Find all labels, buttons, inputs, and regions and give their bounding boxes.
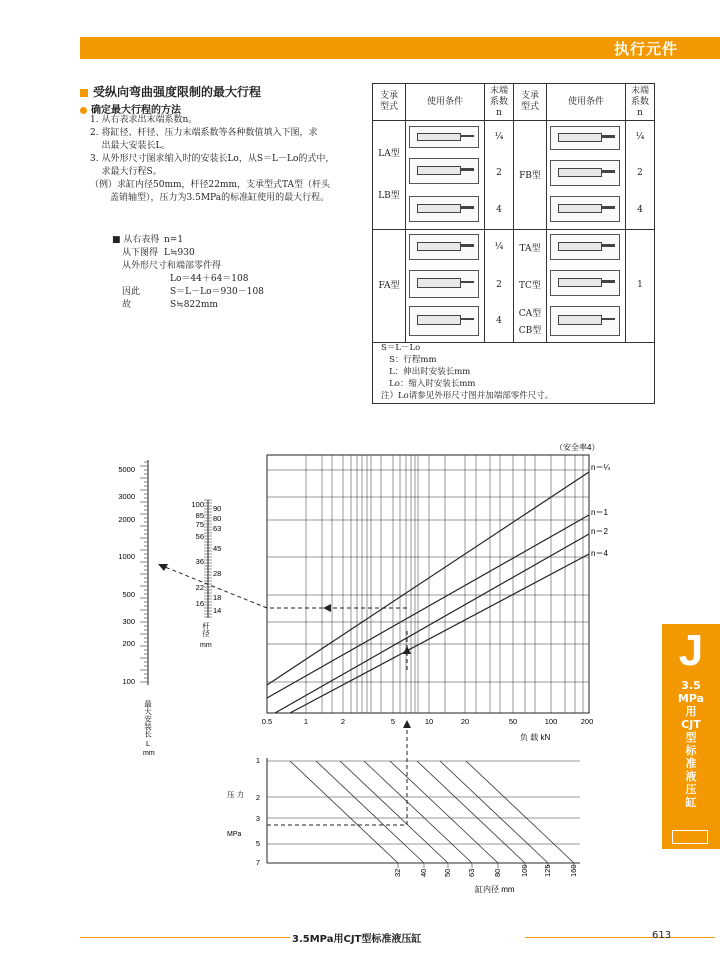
coef-value: 2 — [637, 168, 643, 178]
tick-label: 7 — [255, 858, 260, 867]
calculation-block: ■ 从右表得 n=1 从下图得 L≒930 从外形尺寸和端部零件得 Lo＝44＋64＝108 因此 S＝L－Lo＝930－108 故 S≒822mm — [112, 235, 264, 310]
coef-value: ¼ — [494, 242, 504, 252]
type-label-tc: TC型 — [519, 280, 541, 291]
diagram-la-3 — [409, 196, 479, 222]
tick-label: 100 — [544, 717, 558, 726]
divider — [546, 84, 547, 342]
coef-value: 2 — [496, 168, 502, 178]
type-label-ca: CA型 — [518, 308, 542, 319]
rod-axis-unit: mm — [200, 642, 212, 649]
length-tick-labels — [118, 465, 135, 686]
dot-bullet-icon — [80, 107, 87, 114]
step-line: 出最大安装长L。 — [90, 141, 171, 151]
n-line-4 — [290, 554, 589, 713]
length-ticks — [140, 462, 148, 682]
step-line: 1. 从右表求出末端系数n。 — [90, 115, 198, 125]
tick-label: 36 — [195, 557, 204, 566]
length-axis-unit: mm — [143, 750, 155, 757]
coef-value: 4 — [496, 205, 502, 215]
n-line-quarter — [267, 472, 589, 685]
footer-rule — [80, 937, 290, 938]
section-subtitle: 确定最大行程的方法 — [80, 101, 181, 116]
type-label-ta: TA型 — [519, 243, 541, 254]
n-label: n＝2 — [591, 527, 608, 536]
pressure-axis-unit: MPa — [227, 831, 242, 838]
chapter-tab — [662, 624, 720, 849]
tick-label: 3 — [255, 814, 260, 823]
diagram-fa-2 — [409, 270, 479, 298]
footer-title: 3.5MPa用CJT型标准液压缸 — [292, 934, 422, 945]
header-coef-2: 末端 系数 n — [626, 84, 654, 121]
pressure-axis-label: 压 力 — [227, 790, 245, 799]
tick-label: 90 — [213, 504, 222, 513]
tick-label: 50 — [443, 868, 452, 877]
load-axis-label: 负 载 kN — [520, 733, 551, 742]
footer-rule — [525, 937, 715, 938]
tick-label: 85 — [195, 511, 204, 520]
header-type-2: 支承 型式 — [514, 84, 546, 121]
pressure-grid — [267, 761, 580, 868]
stroke-nomogram — [80, 440, 720, 900]
diagram-fb-3 — [550, 196, 620, 222]
bore-line — [316, 761, 424, 863]
n-label: n＝4 — [591, 549, 608, 558]
tick-label: 100 — [520, 864, 529, 877]
header-title: 执行元件 — [613, 40, 678, 58]
step-line: 求最大行程S。 — [90, 167, 162, 177]
chapter-letter: J — [678, 626, 704, 675]
tick-label: 100 — [191, 500, 204, 509]
coef-value: 4 — [496, 316, 502, 326]
page-number: 613 — [652, 930, 672, 941]
diagram-la-1 — [409, 126, 479, 148]
tick-label: 80 — [493, 868, 502, 877]
cylinder-icon — [672, 830, 708, 844]
section-title: 受纵向弯曲强度限制的最大行程 — [80, 83, 261, 100]
diagram-tc — [550, 270, 620, 296]
tick-label: 63 — [213, 524, 222, 533]
tick-label: 5000 — [118, 465, 135, 474]
tick-label: 5 — [255, 839, 260, 848]
tick-label: 45 — [213, 544, 222, 553]
tick-label: 1 — [255, 756, 260, 765]
load-grid — [306, 455, 583, 713]
tick-label: 22 — [195, 583, 204, 592]
load-grid-frame — [267, 455, 589, 713]
tick-label: 40 — [419, 868, 428, 877]
length-axis-symbol: L — [146, 739, 151, 748]
tick-label: 200 — [580, 717, 594, 726]
arrow-left-icon — [323, 604, 331, 612]
diagram-fb-2 — [550, 160, 620, 186]
tick-label: 75 — [195, 520, 204, 529]
bore-lines — [290, 761, 574, 863]
diagram-ta — [550, 234, 620, 260]
diagram-ca-cb — [550, 306, 620, 336]
tick-label: 300 — [122, 617, 135, 626]
tick-label: 20 — [460, 717, 470, 726]
n-line-1 — [267, 515, 589, 698]
coef-value: 4 — [637, 205, 643, 215]
type-label-fb: FB型 — [519, 170, 541, 181]
load-tick-labels — [262, 717, 593, 726]
tick-label: 2000 — [118, 515, 135, 524]
tick-label: 18 — [213, 593, 222, 602]
tick-label: 1000 — [118, 552, 135, 561]
header-coef: 末端 系数 n — [485, 84, 513, 121]
tick-label: 3000 — [118, 492, 135, 501]
header-condition: 使用条件 — [406, 84, 484, 121]
tick-label: 500 — [122, 590, 135, 599]
table-notes: S＝L－Lo S：行程mm L：伸出时安装长mm Lo：缩入时安装长mm 注）Lo请参见外形尺寸图并加端部零件尺寸。 — [381, 343, 554, 401]
type-label-la: LA型 — [378, 148, 400, 159]
tick-label: 200 — [122, 639, 135, 648]
tick-label: 80 — [213, 514, 222, 523]
tick-label: 0.5 — [261, 717, 273, 726]
step-line: 3. 从外形尺寸图求缩入时的安装长Lo，从S＝L－Lo的式中， — [90, 154, 335, 164]
bore-line — [417, 761, 525, 863]
tick-label: 160 — [569, 864, 578, 877]
tick-label: 2 — [255, 793, 260, 802]
n-label: n＝¼ — [591, 463, 611, 472]
bore-tick-labels — [393, 864, 578, 877]
footer — [80, 930, 720, 944]
tick-label: 5 — [390, 717, 396, 726]
coef-value: ¼ — [494, 132, 504, 142]
steps-list — [90, 114, 380, 179]
tick-label: 2 — [340, 717, 346, 726]
divider — [405, 84, 406, 342]
tick-label: 125 — [543, 864, 552, 877]
n-label: n＝1 — [591, 508, 608, 517]
divider — [373, 229, 654, 230]
tick-label: 100 — [122, 677, 135, 686]
arrow-up-icon — [403, 720, 411, 728]
coef-value: 1 — [637, 280, 643, 290]
chapter-vertical-title: 3.5 MPa 用 CJT 型 标 准 液 压 缸 — [677, 679, 705, 809]
support-type-table — [372, 83, 655, 404]
length-grid — [267, 470, 589, 682]
diagram-fa-1 — [409, 234, 479, 260]
bore-line — [340, 761, 448, 863]
diagram-fa-3 — [409, 306, 479, 336]
tick-label: 32 — [393, 868, 402, 877]
header-bar — [80, 37, 720, 59]
bore-axis-label: 缸内径 mm — [475, 885, 515, 894]
header-condition-2: 使用条件 — [547, 84, 625, 121]
diagram-la-2 — [409, 158, 479, 184]
tick-label: 56 — [195, 532, 204, 541]
header-type: 支承 型式 — [373, 84, 405, 121]
coef-value: 2 — [496, 280, 502, 290]
rod-axis-label: 杆径 — [201, 622, 211, 637]
pressure-tick-labels — [256, 756, 260, 867]
bore-line — [290, 761, 398, 863]
tick-label: 50 — [508, 717, 518, 726]
step-line: 2. 将缸径、杆径、压力末端系数等各种数值填入下图，求 — [90, 128, 318, 138]
tick-label: 16 — [195, 599, 204, 608]
length-axis-label: 最大安装长 — [143, 700, 153, 738]
arrow-up-icon — [403, 646, 411, 654]
tick-label: 28 — [213, 569, 222, 578]
safety-label: （安全率4） — [555, 443, 600, 452]
type-label-cb: CB型 — [518, 325, 542, 336]
tick-label: 10 — [424, 717, 434, 726]
coef-value: ¼ — [635, 132, 645, 142]
rod-tick-labels — [191, 500, 221, 615]
tick-label: 1 — [303, 717, 309, 726]
diagram-fb-1 — [550, 126, 620, 150]
example-text: （例）求缸内径50mm，杆径22mm，支承型式TA型（杆头 盖销轴型），压力为3.5MPa的标准缸使用的最大行程。 — [90, 180, 331, 203]
tick-label: 14 — [213, 606, 222, 615]
square-bullet-icon — [80, 89, 88, 97]
type-label-fa: FA型 — [378, 280, 400, 291]
tick-label: 63 — [467, 868, 476, 877]
type-label-lb: LB型 — [378, 190, 400, 201]
